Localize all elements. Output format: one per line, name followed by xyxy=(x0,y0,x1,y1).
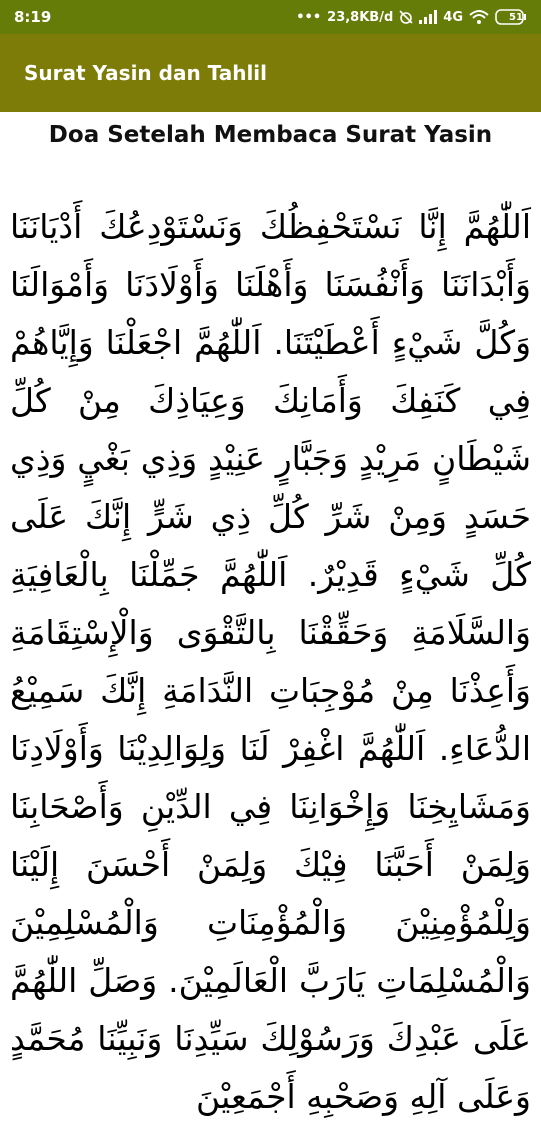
app-title: Surat Yasin dan Tahlil xyxy=(24,61,268,85)
status-time: 8:19 xyxy=(14,8,52,26)
signal-icon xyxy=(419,10,437,24)
network-speed: 23,8KB/d xyxy=(327,9,394,25)
status-icons xyxy=(296,9,529,25)
arabic-prayer-text: اَللّٰهُمَّ إِنَّا نَسْتَحْفِظُكَ وَنَسْتَوْدِعُكَ أَدْيَانَنَا وَأَبْدَانَنَا وَأَنْفُسَنَا وَأَهْلَنَا وَأَوْلَادَنَا وَأَمْوَالَنَا وَكُلَّ شَيْءٍ أَعْطَيْتَنَا. اَللّٰهُمَّ اجْعَلْنَا وَإِيَّاهُمْ فِي كَنَفِكَ وَأَمَانِكَ وَعِيَاذِكَ مِنْ كُلِّ شَيْطَانٍ مَرِيْدٍ وَجَبَّارٍ عَنِيْدٍ وَذِي بَغْيٍ وَذِي حَسَدٍ وَمِنْ شَرِّ كُلِّ ذِي شَرٍّ إِنَّكَ عَلَى كُلِّ شَيْءٍ قَدِيْرٌ. اَللّٰهُمَّ جَمِّلْنَا بِالْعَافِيَةِ وَالسَّلَامَةِ وَحَقِّقْنَا بِالتَّقْوَى وَالْإِسْتِقَامَةِ وَأَعِذْنَا مِنْ مُوْجِبَاتِ النَّدَامَةِ إِنَّكَ سَمِيْعُ الدُّعَاءِ. اَللّٰهُمَّ اغْفِرْ لَنَا وَلِوَالِدِيْنَا وَأَوْلَادِنَا وَمَشَايِخِنَا وَإِخْوَانِنَا فِي الدِّيْنِ وَأَصْحَابِنَا وَلِمَنْ أَحَبَّنَا فِيْكَ وَلِمَنْ أَحْسَنَ إِلَيْنَا وَلِلْمُؤْمِنِيْنَ وَالْمُؤْمِنَاتِ وَالْمُسْلِمِيْنَ وَالْمُسْلِمَاتِ يَارَبَّ الْعَالَمِيْنَ. وَصَلِّ اللّٰهُمَّ عَلَى عَبْدِكَ وَرَسُوْلِكَ سَيِّدِنَا وَنَبِيِّنَا مُحَمَّدٍ وَعَلَى آلِهِ وَصَحْبِهِ أَجْمَعِيْنَ xyxy=(10,207,531,1116)
app-toolbar xyxy=(0,34,541,112)
content-scroll-area[interactable] xyxy=(0,112,541,1116)
wifi-icon xyxy=(469,10,489,24)
battery-level: 51 xyxy=(509,11,523,23)
page-heading: Doa Setelah Membaca Surat Yasin xyxy=(48,122,493,148)
notification-dots: ••• xyxy=(296,9,322,25)
alarm-off-icon xyxy=(399,10,413,24)
status-bar xyxy=(0,0,541,34)
network-type: 4G xyxy=(443,9,463,25)
